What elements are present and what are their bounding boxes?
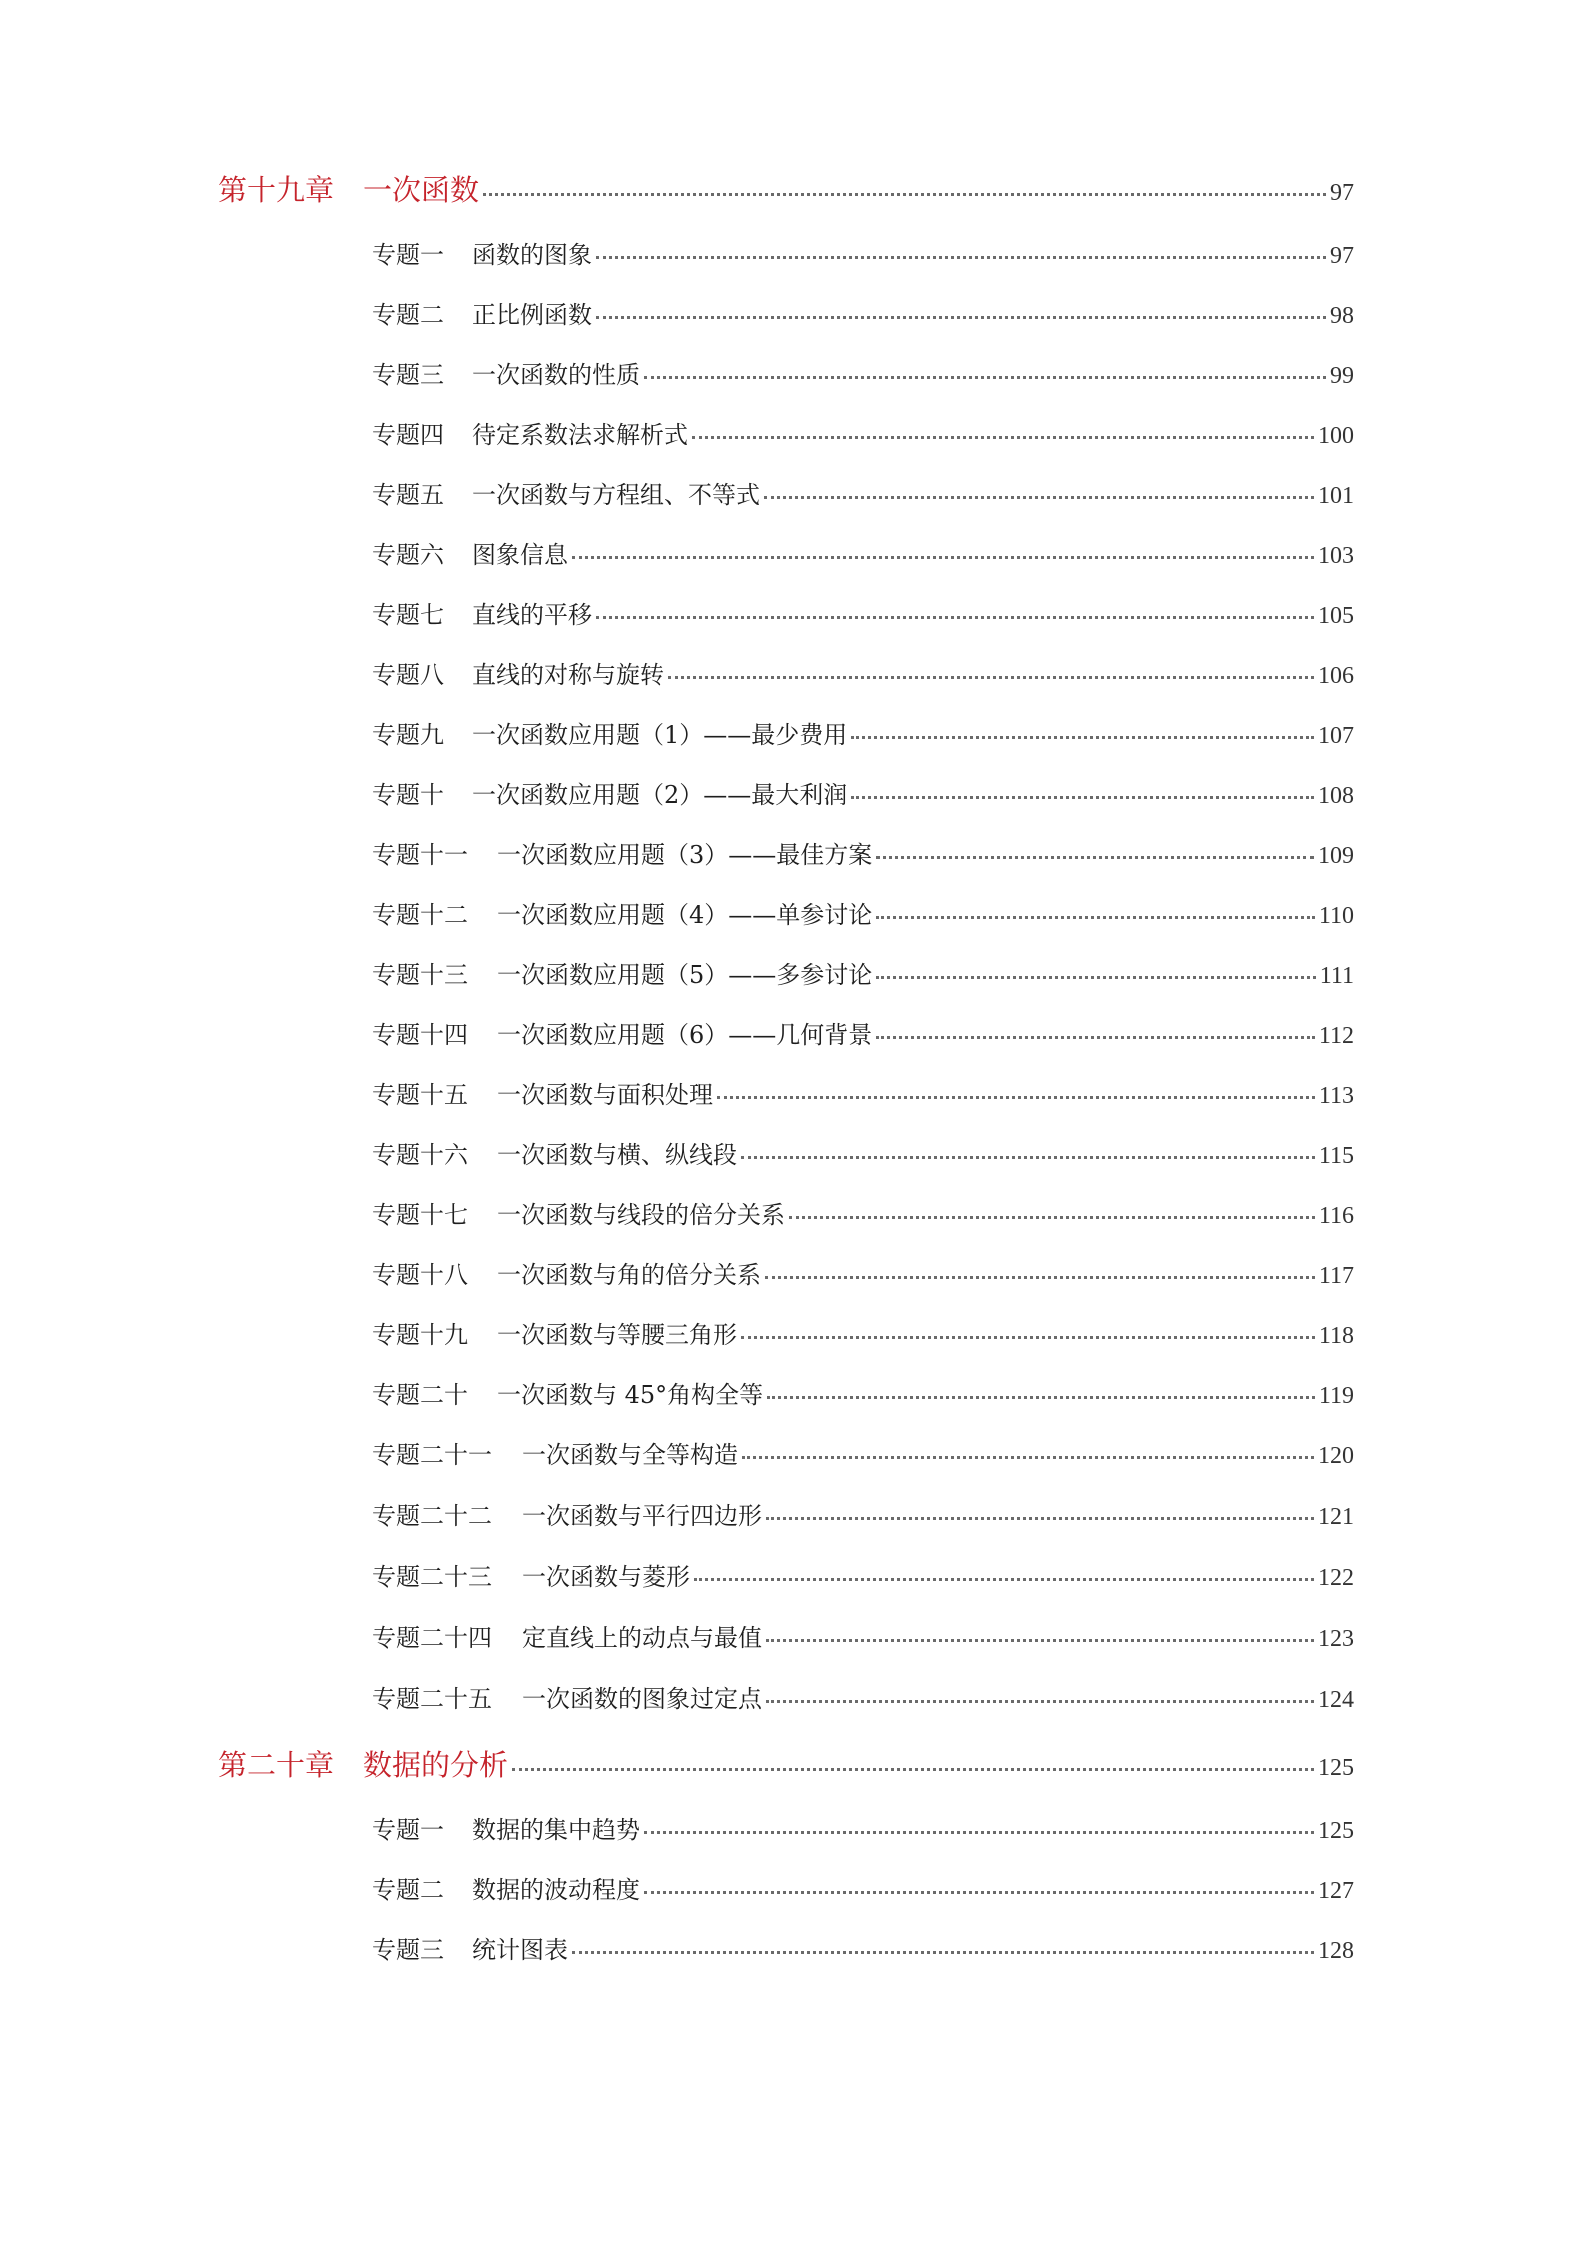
chapter-label: 第十九章 — [218, 173, 335, 207]
dot-leader — [717, 1096, 1315, 1099]
page-number: 108 — [1318, 783, 1354, 809]
topic-title: 一次函数与横、纵线段 — [497, 1141, 737, 1169]
dot-leader — [572, 556, 1314, 559]
dot-leader — [876, 1036, 1315, 1039]
topic-title: 定直线上的动点与最值 — [522, 1624, 762, 1652]
page-number: 110 — [1318, 903, 1354, 929]
dot-leader — [766, 1517, 1314, 1520]
topic-label: 专题二 — [372, 301, 444, 329]
chapter-row[interactable] — [218, 168, 1354, 209]
topic-row[interactable] — [372, 1195, 1354, 1230]
topic-row[interactable] — [372, 1315, 1354, 1350]
dot-leader — [644, 1831, 1314, 1834]
topic-title: 一次函数与面积处理 — [497, 1081, 713, 1109]
topic-row[interactable] — [372, 535, 1354, 570]
topic-label: 专题一 — [372, 241, 444, 269]
topic-row[interactable] — [372, 1618, 1354, 1653]
topic-label: 专题一 — [372, 1816, 444, 1844]
page-number: 100 — [1318, 423, 1354, 449]
topic-label: 专题十一 — [372, 841, 468, 869]
topic-label: 专题二十二 — [372, 1502, 492, 1530]
topic-row[interactable] — [372, 295, 1354, 330]
topic-label: 专题十 — [372, 781, 444, 809]
dot-leader — [572, 1951, 1314, 1954]
dot-leader — [742, 1456, 1314, 1459]
page-number: 112 — [1318, 1023, 1354, 1049]
dot-leader — [512, 1768, 1314, 1771]
dot-leader — [694, 1578, 1314, 1581]
topic-label: 专题二十 — [372, 1381, 468, 1409]
topic-title: 一次函数应用题（3）——最佳方案 — [497, 841, 873, 869]
topic-title: 函数的图象 — [472, 241, 592, 269]
topic-label: 专题二 — [372, 1876, 444, 1904]
topic-row[interactable] — [372, 775, 1354, 810]
topic-row[interactable] — [372, 1435, 1354, 1470]
topic-title: 数据的波动程度 — [472, 1876, 640, 1904]
topic-title: 一次函数应用题（5）——多参讨论 — [497, 961, 873, 989]
chapter-title: 一次函数 — [363, 173, 480, 207]
topic-row[interactable] — [372, 1496, 1354, 1531]
topic-label: 专题八 — [372, 661, 444, 689]
topic-label: 专题十四 — [372, 1021, 468, 1049]
page-number: 119 — [1318, 1383, 1354, 1409]
topic-label: 专题三 — [372, 361, 444, 389]
topic-label: 专题五 — [372, 481, 444, 509]
topic-label: 专题三 — [372, 1936, 444, 1964]
topic-title: 一次函数与菱形 — [522, 1563, 690, 1591]
topic-row[interactable] — [372, 1135, 1354, 1170]
dot-leader — [851, 736, 1314, 739]
topic-row[interactable] — [372, 1375, 1354, 1410]
page-number: 125 — [1318, 1755, 1354, 1781]
page-number: 128 — [1318, 1938, 1354, 1964]
chapter-label: 第二十章 — [218, 1748, 335, 1782]
topic-label: 专题十五 — [372, 1081, 468, 1109]
topic-row[interactable] — [372, 1679, 1354, 1714]
topic-row[interactable] — [372, 895, 1354, 930]
topic-label: 专题十九 — [372, 1321, 468, 1349]
page-number: 109 — [1318, 843, 1354, 869]
page-number: 99 — [1330, 363, 1354, 389]
dot-leader — [741, 1156, 1315, 1159]
topic-row[interactable] — [372, 715, 1354, 750]
topic-title: 待定系数法求解析式 — [472, 421, 688, 449]
dot-leader — [668, 676, 1314, 679]
topic-row[interactable] — [372, 1075, 1354, 1110]
topic-title: 一次函数与线段的倍分关系 — [497, 1201, 785, 1229]
dot-leader — [692, 436, 1314, 439]
page-number: 127 — [1318, 1878, 1354, 1904]
dot-leader — [876, 916, 1315, 919]
dot-leader — [483, 193, 1326, 196]
dot-leader — [766, 1700, 1314, 1703]
topic-label: 专题二十一 — [372, 1441, 492, 1469]
topic-title: 一次函数的图象过定点 — [522, 1685, 762, 1713]
topic-label: 专题七 — [372, 601, 444, 629]
page-number: 98 — [1330, 303, 1354, 329]
topic-row[interactable] — [372, 475, 1354, 510]
topic-row[interactable] — [372, 355, 1354, 390]
page-number: 105 — [1318, 603, 1354, 629]
dot-leader — [765, 1276, 1315, 1279]
page-number: 117 — [1318, 1263, 1354, 1289]
topic-title: 一次函数与全等构造 — [522, 1441, 738, 1469]
topic-row[interactable] — [372, 1930, 1354, 1965]
page-number: 101 — [1318, 483, 1354, 509]
topic-label: 专题四 — [372, 421, 444, 449]
page-number: 121 — [1318, 1504, 1354, 1530]
topic-label: 专题九 — [372, 721, 444, 749]
page-number: 125 — [1318, 1818, 1354, 1844]
dot-leader — [644, 376, 1326, 379]
topic-row[interactable] — [372, 655, 1354, 690]
topic-row[interactable] — [372, 415, 1354, 450]
topic-label: 专题十二 — [372, 901, 468, 929]
chapter-title: 数据的分析 — [363, 1748, 509, 1782]
topic-label: 专题十六 — [372, 1141, 468, 1169]
page-number: 124 — [1318, 1687, 1354, 1713]
topic-label: 专题十七 — [372, 1201, 468, 1229]
dot-leader — [851, 796, 1314, 799]
topic-row[interactable] — [372, 1557, 1354, 1592]
dot-leader — [789, 1216, 1315, 1219]
dot-leader — [644, 1891, 1314, 1894]
topic-title: 一次函数与等腰三角形 — [497, 1321, 737, 1349]
page-number: 97 — [1330, 243, 1354, 269]
topic-row[interactable] — [372, 835, 1354, 870]
topic-title: 一次函数与 45°角构全等 — [497, 1381, 764, 1409]
topic-title: 图象信息 — [472, 541, 568, 569]
page-number: 107 — [1318, 723, 1354, 749]
dot-leader — [876, 976, 1316, 979]
page-number: 111 — [1319, 963, 1354, 989]
topic-label: 专题二十三 — [372, 1563, 492, 1591]
page-number: 103 — [1318, 543, 1354, 569]
dot-leader — [876, 856, 1314, 859]
topic-title: 正比例函数 — [472, 301, 592, 329]
page-number: 116 — [1318, 1203, 1354, 1229]
topic-title: 统计图表 — [472, 1936, 568, 1964]
topic-title: 一次函数与平行四边形 — [522, 1502, 762, 1530]
page-number: 118 — [1318, 1323, 1354, 1349]
topic-title: 一次函数应用题（2）——最大利润 — [472, 781, 848, 809]
page-number: 106 — [1318, 663, 1354, 689]
topic-title: 一次函数与角的倍分关系 — [497, 1261, 761, 1289]
topic-label: 专题二十五 — [372, 1685, 492, 1713]
topic-row[interactable] — [372, 1255, 1354, 1290]
topic-title: 一次函数应用题（4）——单参讨论 — [497, 901, 873, 929]
topic-label: 专题六 — [372, 541, 444, 569]
topic-row[interactable] — [372, 1870, 1354, 1905]
page-number: 113 — [1318, 1083, 1354, 1109]
topic-title: 数据的集中趋势 — [472, 1816, 640, 1844]
topic-title: 直线的对称与旋转 — [472, 661, 664, 689]
dot-leader — [741, 1336, 1315, 1339]
topic-label: 专题二十四 — [372, 1624, 492, 1652]
dot-leader — [766, 1639, 1314, 1642]
topic-label: 专题十三 — [372, 961, 468, 989]
topic-row[interactable] — [372, 955, 1354, 990]
topic-row[interactable] — [372, 1015, 1354, 1050]
topic-row[interactable] — [372, 1810, 1354, 1845]
page-number: 115 — [1318, 1143, 1354, 1169]
topic-label: 专题十八 — [372, 1261, 468, 1289]
dot-leader — [596, 256, 1326, 259]
topic-row[interactable] — [372, 235, 1354, 270]
chapter-row[interactable] — [218, 1743, 1354, 1784]
topic-title: 一次函数应用题（6）——几何背景 — [497, 1021, 873, 1049]
dot-leader — [764, 496, 1314, 499]
topic-title: 直线的平移 — [472, 601, 592, 629]
topic-title: 一次函数与方程组、不等式 — [472, 481, 760, 509]
page-number: 120 — [1318, 1443, 1354, 1469]
page-number: 122 — [1318, 1565, 1354, 1591]
dot-leader — [596, 316, 1326, 319]
dot-leader — [767, 1396, 1315, 1399]
topic-title: 一次函数应用题（1）——最少费用 — [472, 721, 848, 749]
dot-leader — [596, 616, 1314, 619]
page-number: 97 — [1330, 180, 1354, 206]
topic-row[interactable] — [372, 595, 1354, 630]
page-number: 123 — [1318, 1626, 1354, 1652]
topic-title: 一次函数的性质 — [472, 361, 640, 389]
